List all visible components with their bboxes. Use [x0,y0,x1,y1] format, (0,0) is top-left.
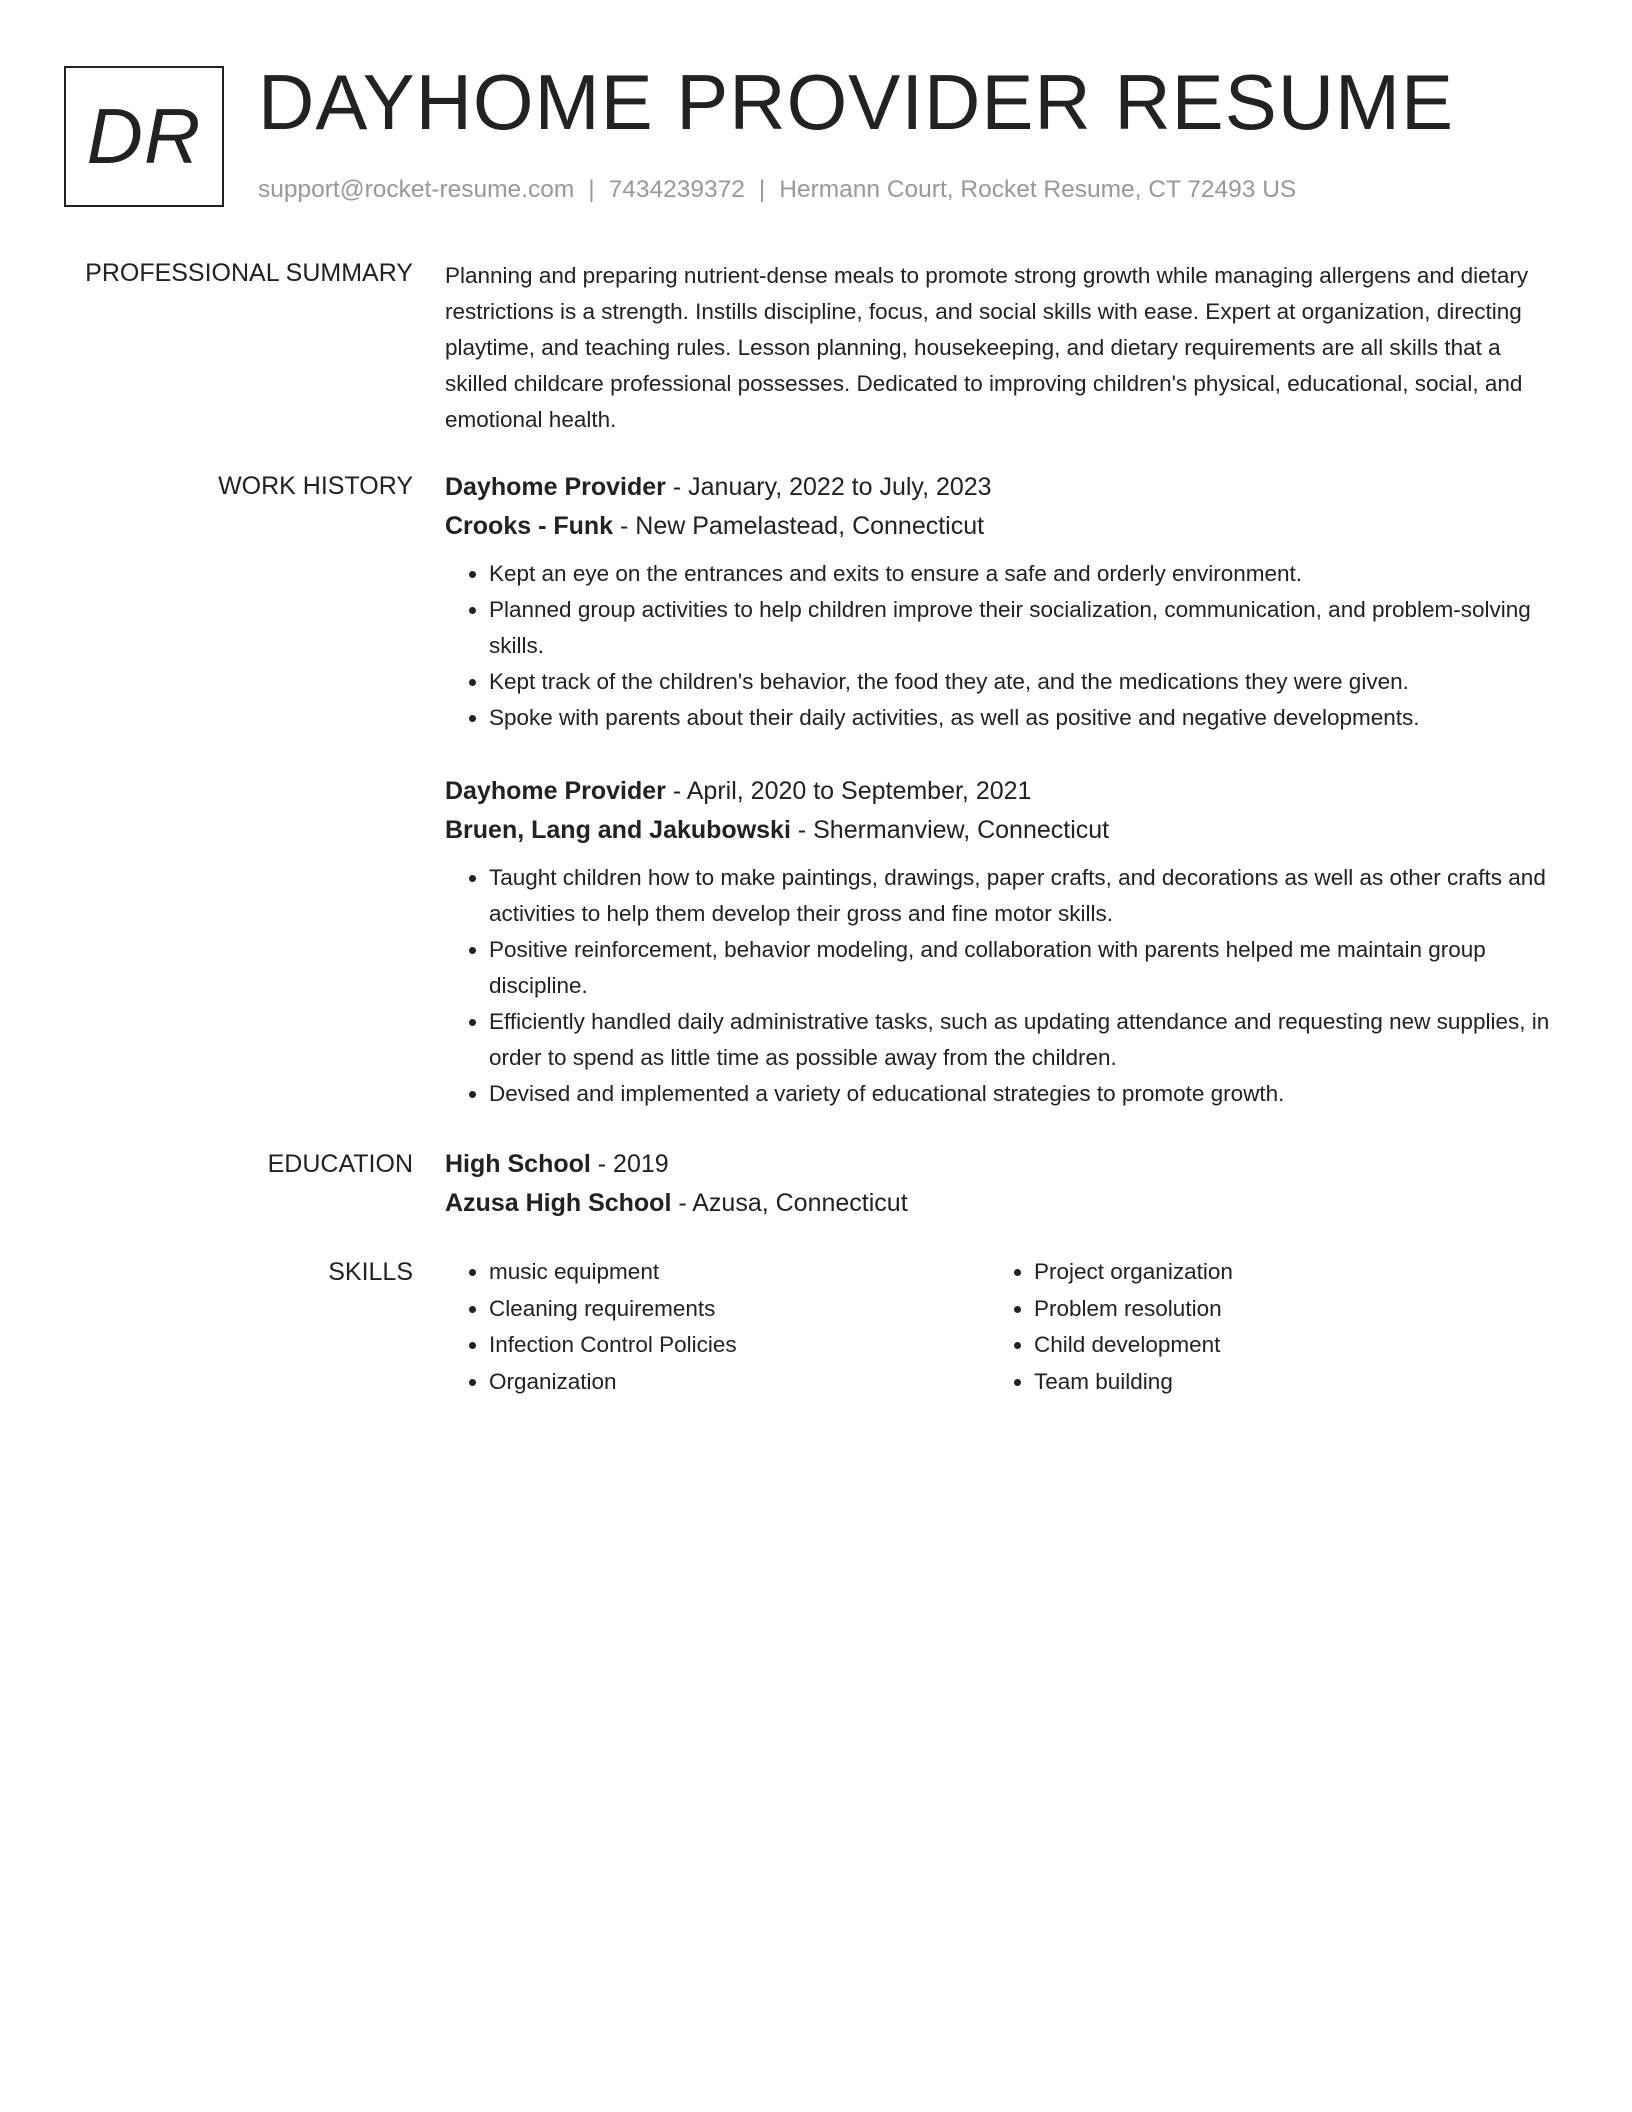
job-entry [445,772,1565,1112]
education-degree: High School [445,1150,591,1178]
section-label-work-history: WORK HISTORY [218,472,413,500]
job-entry [445,468,1565,736]
job-bullets [445,556,1565,736]
job-location: - New Pamelastead, Connecticut [613,511,985,540]
skill-item: • Project organization [1034,1254,1510,1291]
skill-item: • Cleaning requirements [489,1291,965,1328]
job-bullet: • Positive reinforcement, behavior modeling, and collaboration with parents helped me maintain group discipline. [489,932,1565,1004]
education-degree-line [445,1145,1565,1184]
skill-item: • Organization [489,1364,965,1401]
job-dates: - April, 2020 to September, 2021 [665,777,1032,805]
job-bullet: • Spoke with parents about their daily activities, as well as positive and negative developments. [489,700,1565,736]
education-school-line [445,1184,1565,1223]
section-label-education: EDUCATION [267,1150,413,1178]
education-school: Azusa High School [445,1188,672,1217]
job-company: Crooks - Funk [445,511,614,540]
contact-email[interactable]: support@rocket-resume.com [258,176,575,203]
job-bullet: • Kept track of the children's behavior, the food they ate, and the medications they were given. [489,664,1565,700]
contact-line [258,174,1296,206]
job-title-line [445,772,1565,811]
summary-section [445,258,1565,438]
job-title: Dayhome Provider [445,777,666,805]
summary-text: Planning and preparing nutrient-dense meals to promote strong growth while managing allergens and dietary restrictions is a strength. Instills discipline, focus, and social skills with ease. Expert at organization, directing playtime, and teaching rules. Lesson planning, housekeeping, and dietary requirements are all skills that a skilled childcare professional possesses. Dedicated to improving children's physical, educational, social, and emotional health. [445,263,1529,432]
contact-separator: | [758,176,766,203]
skill-item: • Team building [1034,1364,1510,1401]
section-label-summary: PROFESSIONAL SUMMARY [85,259,413,287]
education-entry [445,1145,1565,1222]
job-bullet: • Efficiently handled daily administrative tasks, such as updating attendance and requesting new supplies, in order to spend as little time as possible away from the children. [489,1004,1565,1076]
job-dates: - January, 2022 to July, 2023 [665,473,992,501]
skills-column-right [990,1254,1510,1400]
contact-address: Hermann Court, Rocket Resume, CT 72493 US [779,176,1297,203]
skill-item: • music equipment [489,1254,965,1291]
job-title-line [445,468,1565,507]
education-year: - 2019 [590,1150,669,1178]
job-title: Dayhome Provider [445,473,666,501]
job-bullet: • Devised and implemented a variety of educational strategies to promote growth. [489,1076,1565,1112]
contact-separator: | [588,176,595,203]
job-bullet: • Taught children how to make paintings, drawings, paper crafts, and decorations as well as other crafts and activities to help them develop their gross and fine motor skills. [489,860,1565,932]
monogram-logo: DR [64,66,224,207]
skill-item: • Problem resolution [1034,1291,1510,1328]
resume-title: DAYHOME PROVIDER RESUME [258,58,1455,146]
job-bullet: • Kept an eye on the entrances and exits to ensure a safe and orderly environment. [489,556,1565,592]
job-location: - Shermanview, Connecticut [790,815,1110,844]
job-company-line [445,811,1565,850]
skill-item: • Infection Control Policies [489,1327,965,1364]
job-bullets [445,860,1565,1112]
section-label-skills: SKILLS [328,1258,413,1286]
education-location: - Azusa, Connecticut [671,1188,908,1217]
contact-phone[interactable]: 7434239372 [608,176,745,203]
skill-item: • Child development [1034,1327,1510,1364]
job-company-line [445,507,1565,546]
job-company: Bruen, Lang and Jakubowski [445,815,791,844]
job-bullet: • Planned group activities to help children improve their socialization, communication, and problem-solving skills. [489,592,1565,664]
skills-column-left [445,1254,965,1400]
